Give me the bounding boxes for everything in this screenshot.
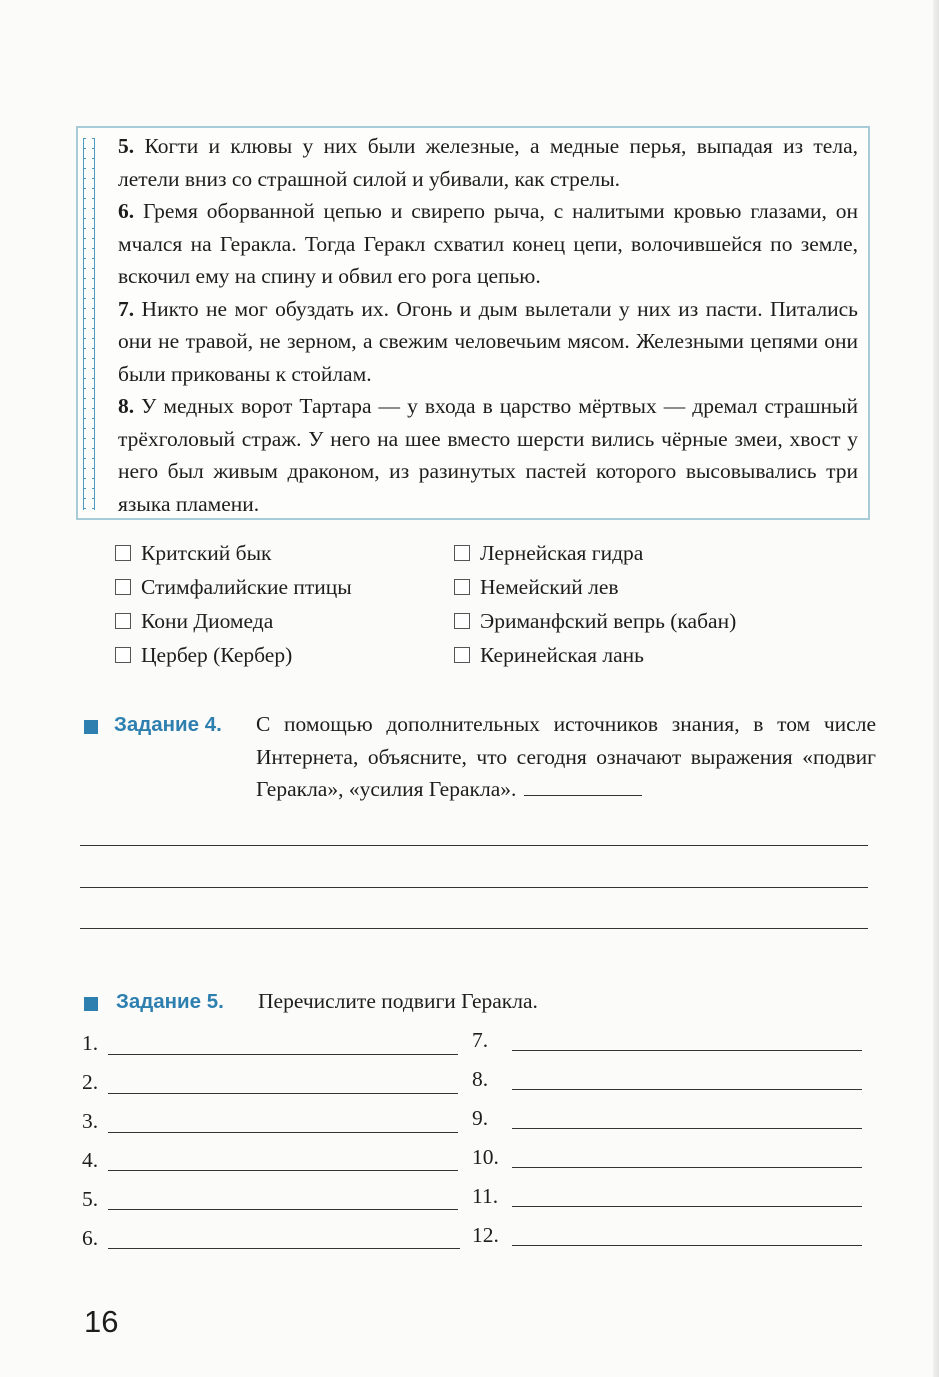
answer-line[interactable]: [108, 1170, 458, 1171]
checkbox[interactable]: [115, 647, 131, 663]
passage-box: [76, 126, 870, 520]
option-item[interactable]: Лернейская гидра: [454, 536, 736, 570]
options-right: [454, 536, 736, 672]
options-left: [115, 536, 352, 672]
answer-line[interactable]: [512, 1206, 862, 1207]
checkbox[interactable]: [115, 579, 131, 595]
answer-number: 1.: [82, 1031, 99, 1055]
answer-line[interactable]: [512, 1245, 862, 1246]
answer-line[interactable]: [512, 1050, 862, 1051]
answer-line[interactable]: [512, 1167, 862, 1168]
answer-line[interactable]: [108, 1132, 458, 1133]
answer-line[interactable]: [80, 887, 868, 888]
answer-line[interactable]: [512, 1128, 862, 1129]
task4-text: С помощью дополнительных источников знания, в том числе Интернета, объясните, что сегодня означают выражения «подвиг Геракла», «усилия Геракла».: [256, 712, 876, 801]
option-item[interactable]: Кони Диомеда: [115, 604, 352, 638]
answer-blank[interactable]: [524, 774, 642, 797]
passage-text: [118, 130, 858, 520]
answer-line[interactable]: [512, 1089, 862, 1090]
answer-line[interactable]: [108, 1093, 458, 1094]
option-item[interactable]: Стимфалийские птицы: [115, 570, 352, 604]
task4-marker-icon: [84, 720, 98, 734]
answer-number: 8.: [472, 1067, 489, 1091]
passage-paragraph-6: 6. Гремя оборванной цепью и свирепо рыча, с налитыми кровью глазами, он мчался на Геракла. Тогда Геракл схватил конец цепи, волочившейся по земле, вскочил ему на спину и обвил его рога цепью.: [118, 199, 858, 288]
checkbox[interactable]: [454, 545, 470, 561]
option-item[interactable]: Керинейская лань: [454, 638, 736, 672]
answer-line[interactable]: [80, 928, 868, 929]
answer-line[interactable]: [108, 1248, 460, 1249]
option-item[interactable]: Критский бык: [115, 536, 352, 570]
answer-number: 5.: [82, 1187, 99, 1211]
answer-number: 6.: [82, 1226, 99, 1250]
answer-number: 12.: [472, 1223, 499, 1247]
page-edge: [933, 0, 939, 1377]
option-item[interactable]: Немейский лев: [454, 570, 736, 604]
answer-number: 4.: [82, 1148, 99, 1172]
checkbox[interactable]: [115, 545, 131, 561]
answer-number: 9.: [472, 1106, 489, 1130]
answer-line[interactable]: [108, 1209, 458, 1210]
option-item[interactable]: Цербер (Кербер): [115, 638, 352, 672]
answer-number: 3.: [82, 1109, 99, 1133]
passage-paragraph-7: 7. Никто не мог обуздать их. Огонь и дым вылетали у них из пасти. Питались они не травой, не зерном, а свежим человечьим мясом. Железными цепями они были прикованы к стойлам.: [118, 296, 858, 386]
answer-number: 10.: [472, 1145, 499, 1169]
checkbox[interactable]: [115, 613, 131, 629]
decorative-strip: [83, 138, 95, 510]
checkbox[interactable]: [454, 613, 470, 629]
checkbox[interactable]: [454, 579, 470, 595]
task5-label: Задание 5.: [116, 990, 224, 1013]
task4-label: Задание 4.: [114, 713, 222, 736]
answer-number: 11.: [472, 1184, 499, 1208]
task5-marker-icon: [84, 997, 98, 1011]
answer-number: 2.: [82, 1070, 99, 1094]
option-item[interactable]: Эриманфский вепрь (кабан): [454, 604, 736, 638]
answer-line[interactable]: [80, 845, 868, 846]
answer-line[interactable]: [108, 1054, 458, 1055]
passage-paragraph-5: 5. Когти и клювы у них были железные, а медные перья, выпадая из тела, летели вниз со страшной силой и убивали, как стрелы.: [118, 134, 858, 191]
checkbox[interactable]: [454, 647, 470, 663]
page-number: 16: [84, 1304, 119, 1339]
answer-number: 7.: [472, 1028, 489, 1052]
task5-text: Перечислите подвиги Геракла.: [258, 989, 538, 1013]
passage-paragraph-8: 8. У медных ворот Тартара — у входа в царство мёртвых — дремал страшный трёхголовый страж. У него на шее вместо шерсти вились чёрные змеи, хвост у него был живым драконом, из разинутых пастей которого высовывались три языка пламени.: [118, 394, 858, 516]
